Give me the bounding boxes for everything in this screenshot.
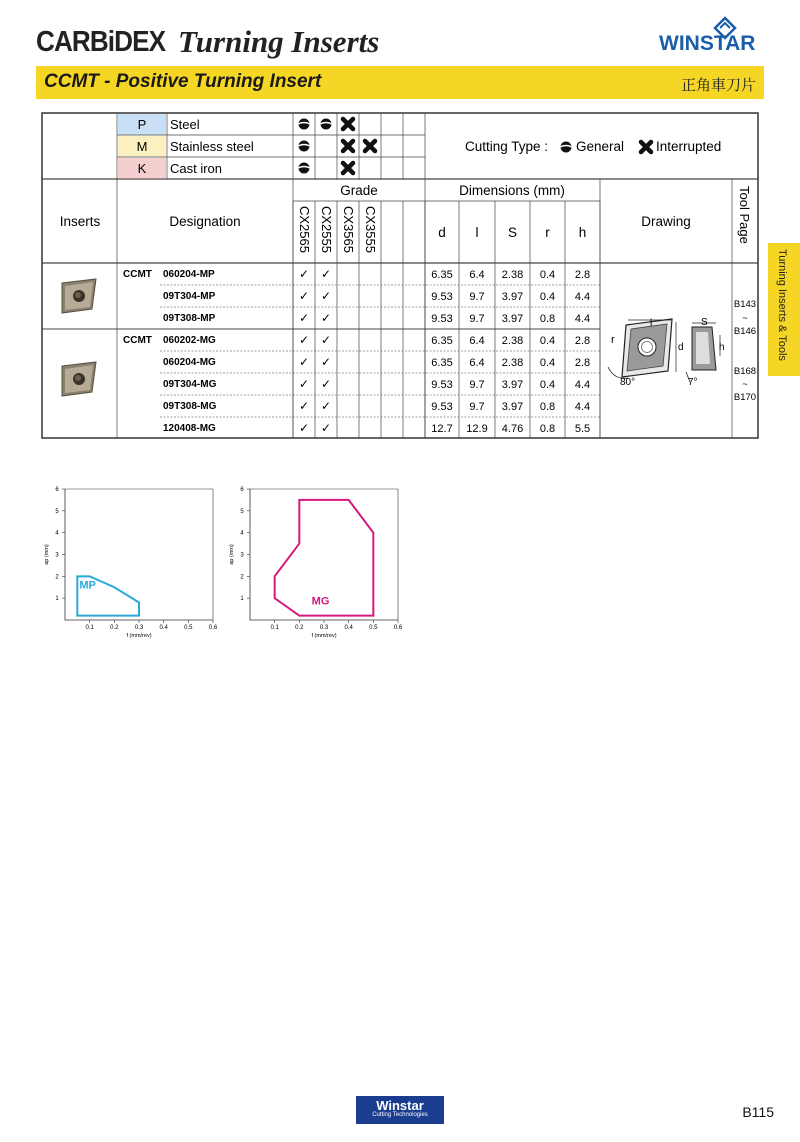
- dim-value-r: 0.4: [539, 379, 556, 391]
- dim-value-h: 4.4: [574, 379, 591, 391]
- chart-mp: [30, 480, 218, 645]
- grade-check: ✓: [298, 289, 310, 303]
- x-tick-label: 0.2: [295, 625, 304, 631]
- grade-check: ✓: [320, 355, 332, 369]
- interrupted-cutting-icon: [641, 142, 651, 152]
- grade-check: ✓: [320, 333, 332, 347]
- grade-check: ✓: [320, 267, 332, 281]
- grade-header-cx3555: CX3555: [363, 206, 378, 253]
- x-axis-label: f (mm/rev): [311, 633, 337, 639]
- y-tick-label: 5: [55, 508, 59, 515]
- general-cutting-icon: [299, 119, 310, 130]
- grade-check: ✓: [320, 377, 332, 391]
- cutting-type-label: Cutting Type :: [465, 139, 549, 154]
- interrupted-cutting-icon: [365, 141, 375, 151]
- x-tick-label: 0.6: [393, 625, 403, 631]
- designation-code: 060202-MG: [163, 335, 216, 346]
- footer-logo-subtext: Cutting Technologies: [372, 1112, 428, 1118]
- banner-title: CCMT - Positive Turning Insert: [44, 71, 322, 92]
- dim-header-h: h: [578, 225, 587, 240]
- x-tick-label: 0.1: [85, 625, 94, 631]
- x-axis-label: f (mm/rev): [126, 633, 152, 639]
- dim-value-d: 9.53: [431, 313, 453, 325]
- header-tool-page: Tool Page: [737, 186, 752, 244]
- dim-value-l: 9.7: [469, 401, 485, 413]
- dim-value-l: 9.7: [469, 313, 485, 325]
- group-prefix: CCMT: [123, 335, 152, 346]
- dim-value-d: 6.35: [431, 357, 453, 369]
- y-tick-label: 1: [55, 596, 59, 603]
- dim-value-r: 0.4: [539, 335, 556, 347]
- interrupted-cutting-icon: [343, 141, 353, 151]
- y-tick-label: 2: [55, 574, 59, 581]
- grade-header-cx3565: CX3565: [341, 206, 356, 253]
- grade-check: ✓: [298, 421, 310, 435]
- x-tick-label: 0.4: [344, 625, 353, 631]
- dim-value-r: 0.4: [539, 357, 556, 369]
- tool-page-ref: B146: [733, 326, 757, 337]
- dim-value-s: 2.38: [501, 269, 524, 281]
- tool-page-ref: B170: [733, 392, 757, 403]
- x-tick-label: 0.2: [110, 625, 119, 631]
- dim-value-h: 4.4: [574, 401, 591, 413]
- dim-value-l: 12.9: [466, 423, 488, 435]
- dim-header-d: d: [438, 225, 446, 240]
- general-cutting-icon: [561, 142, 572, 153]
- dim-value-d: 6.35: [431, 335, 453, 347]
- drawing-label-angle-80: 80°: [620, 377, 636, 388]
- dim-value-l: 6.4: [469, 269, 485, 281]
- header-designation: Designation: [169, 214, 241, 229]
- dim-header-r: r: [545, 225, 550, 240]
- material-code: P: [137, 117, 147, 132]
- dim-value-l: 6.4: [469, 357, 485, 369]
- brand-logo: CARBiDEX: [36, 26, 166, 58]
- dim-value-r: 0.4: [539, 269, 556, 281]
- interrupted-cutting-icon: [343, 163, 353, 173]
- general-cutting-icon: [299, 141, 310, 152]
- dim-value-h: 4.4: [574, 313, 591, 325]
- dim-value-s: 3.97: [501, 401, 524, 413]
- product-table: [0, 0, 800, 450]
- grade-header-cx2555: CX2555: [319, 206, 334, 253]
- dim-value-r: 0.8: [539, 313, 556, 325]
- x-tick-label: 0.4: [159, 625, 168, 631]
- dim-header-l: l: [475, 225, 479, 240]
- material-name: Steel: [170, 117, 200, 132]
- y-tick-label: 1: [240, 596, 244, 603]
- footer-logo-text: Winstar: [376, 1098, 424, 1113]
- dim-value-d: 9.53: [431, 379, 453, 391]
- y-axis-label: ap (mm): [229, 544, 235, 565]
- y-tick-label: 4: [55, 530, 59, 537]
- dim-value-d: 12.7: [431, 423, 453, 435]
- dim-value-l: 6.4: [469, 335, 485, 347]
- dim-value-s: 3.97: [501, 291, 524, 303]
- x-tick-label: 0.6: [208, 625, 218, 631]
- winstar-logo-text: WINSTAR: [659, 32, 756, 55]
- page-number: B115: [742, 1104, 774, 1120]
- drawing-label-d: d: [678, 342, 684, 353]
- grade-check: ✓: [320, 399, 332, 413]
- material-name: Cast iron: [170, 161, 223, 176]
- dim-value-s: 2.38: [501, 335, 524, 347]
- y-tick-label: 6: [55, 487, 59, 493]
- dim-value-l: 9.7: [469, 379, 485, 391]
- series-label-mg: MG: [311, 595, 330, 608]
- dim-value-h: 5.5: [574, 423, 591, 435]
- grade-check: ✓: [320, 311, 332, 325]
- grade-check: ✓: [298, 355, 310, 369]
- insert-drawing: [608, 317, 725, 388]
- header-grade: Grade: [340, 183, 378, 198]
- dim-value-s: 3.97: [501, 379, 524, 391]
- grade-check: ✓: [298, 267, 310, 281]
- y-tick-label: 6: [240, 487, 244, 493]
- chart-mg: [215, 480, 403, 645]
- drawing-label-s: S: [701, 317, 708, 328]
- y-axis-label: ap (mm): [44, 544, 50, 565]
- designation-code: 09T308-MP: [163, 313, 216, 324]
- dim-value-s: 2.38: [501, 357, 524, 369]
- designation-code: 09T304-MG: [163, 379, 217, 390]
- banner-chinese-title: 正角車刀片: [680, 77, 756, 94]
- tool-page-ref: ~: [742, 313, 748, 324]
- y-tick-label: 2: [240, 574, 244, 581]
- grade-check: ✓: [298, 333, 310, 347]
- grade-check: ✓: [298, 377, 310, 391]
- dim-value-s: 4.76: [501, 423, 524, 435]
- general-cutting-icon: [321, 119, 332, 130]
- drawing-label-r: r: [611, 334, 615, 346]
- header-dimensions: Dimensions (mm): [459, 183, 565, 198]
- tool-page-ref: ~: [742, 379, 748, 390]
- grade-check: ✓: [320, 289, 332, 303]
- dim-header-s: S: [507, 225, 518, 240]
- tool-page-ref: B143: [733, 299, 757, 310]
- x-tick-label: 0.5: [184, 625, 193, 631]
- designation-code: 09T304-MP: [163, 291, 216, 302]
- series-label-mp: MP: [79, 579, 96, 592]
- material-code: M: [136, 139, 148, 154]
- drawing-label-angle-7: 7°: [688, 377, 698, 388]
- dim-value-r: 0.8: [539, 401, 556, 413]
- grade-check: ✓: [298, 311, 310, 325]
- x-tick-label: 0.5: [369, 625, 378, 631]
- y-tick-label: 3: [240, 552, 244, 559]
- material-name: Stainless steel: [170, 139, 254, 154]
- dim-value-d: 9.53: [431, 401, 453, 413]
- designation-code: 09T308-MG: [163, 401, 217, 412]
- group-prefix: CCMT: [123, 269, 152, 280]
- y-tick-label: 5: [240, 508, 244, 515]
- dim-value-h: 4.4: [574, 291, 591, 303]
- grade-check: ✓: [298, 399, 310, 413]
- drawing-label-l: l: [650, 318, 653, 329]
- grade-header-cx2565: CX2565: [297, 206, 312, 253]
- footer-logo: [356, 1096, 444, 1124]
- dim-value-r: 0.4: [539, 291, 556, 303]
- dim-value-h: 2.8: [574, 335, 591, 347]
- y-tick-label: 3: [55, 552, 59, 559]
- designation-code: 060204-MP: [163, 269, 215, 280]
- interrupted-cutting-icon: [343, 119, 353, 129]
- insert-photo: [62, 362, 96, 396]
- tool-page-ref: B168: [733, 366, 757, 377]
- material-code: K: [137, 161, 147, 176]
- grade-check: ✓: [320, 421, 332, 435]
- x-tick-label: 0.3: [319, 625, 329, 631]
- dim-value-d: 6.35: [431, 269, 453, 281]
- general-cutting-icon: [299, 163, 310, 174]
- dim-value-d: 9.53: [431, 291, 453, 303]
- dim-value-r: 0.8: [539, 423, 556, 435]
- cutting-type-general: General: [576, 139, 625, 154]
- dim-value-h: 2.8: [574, 357, 591, 369]
- header-inserts: Inserts: [59, 214, 101, 229]
- header-drawing: Drawing: [641, 214, 691, 229]
- drawing-label-h: h: [719, 342, 725, 353]
- designation-code: 120408-MG: [163, 423, 216, 434]
- designation-code: 060204-MG: [163, 357, 216, 368]
- x-tick-label: 0.1: [270, 625, 279, 631]
- chart-axes: [65, 489, 213, 620]
- dim-value-h: 2.8: [574, 269, 591, 281]
- x-tick-label: 0.3: [134, 625, 144, 631]
- side-tab-label: Turning Inserts & Tools: [776, 249, 788, 361]
- cutting-type-interrupted: Interrupted: [656, 139, 722, 154]
- y-tick-label: 4: [240, 530, 244, 537]
- page-title: Turning Inserts: [178, 24, 380, 59]
- dim-value-l: 9.7: [469, 291, 485, 303]
- dim-value-s: 3.97: [501, 313, 524, 325]
- insert-photo: [62, 279, 96, 313]
